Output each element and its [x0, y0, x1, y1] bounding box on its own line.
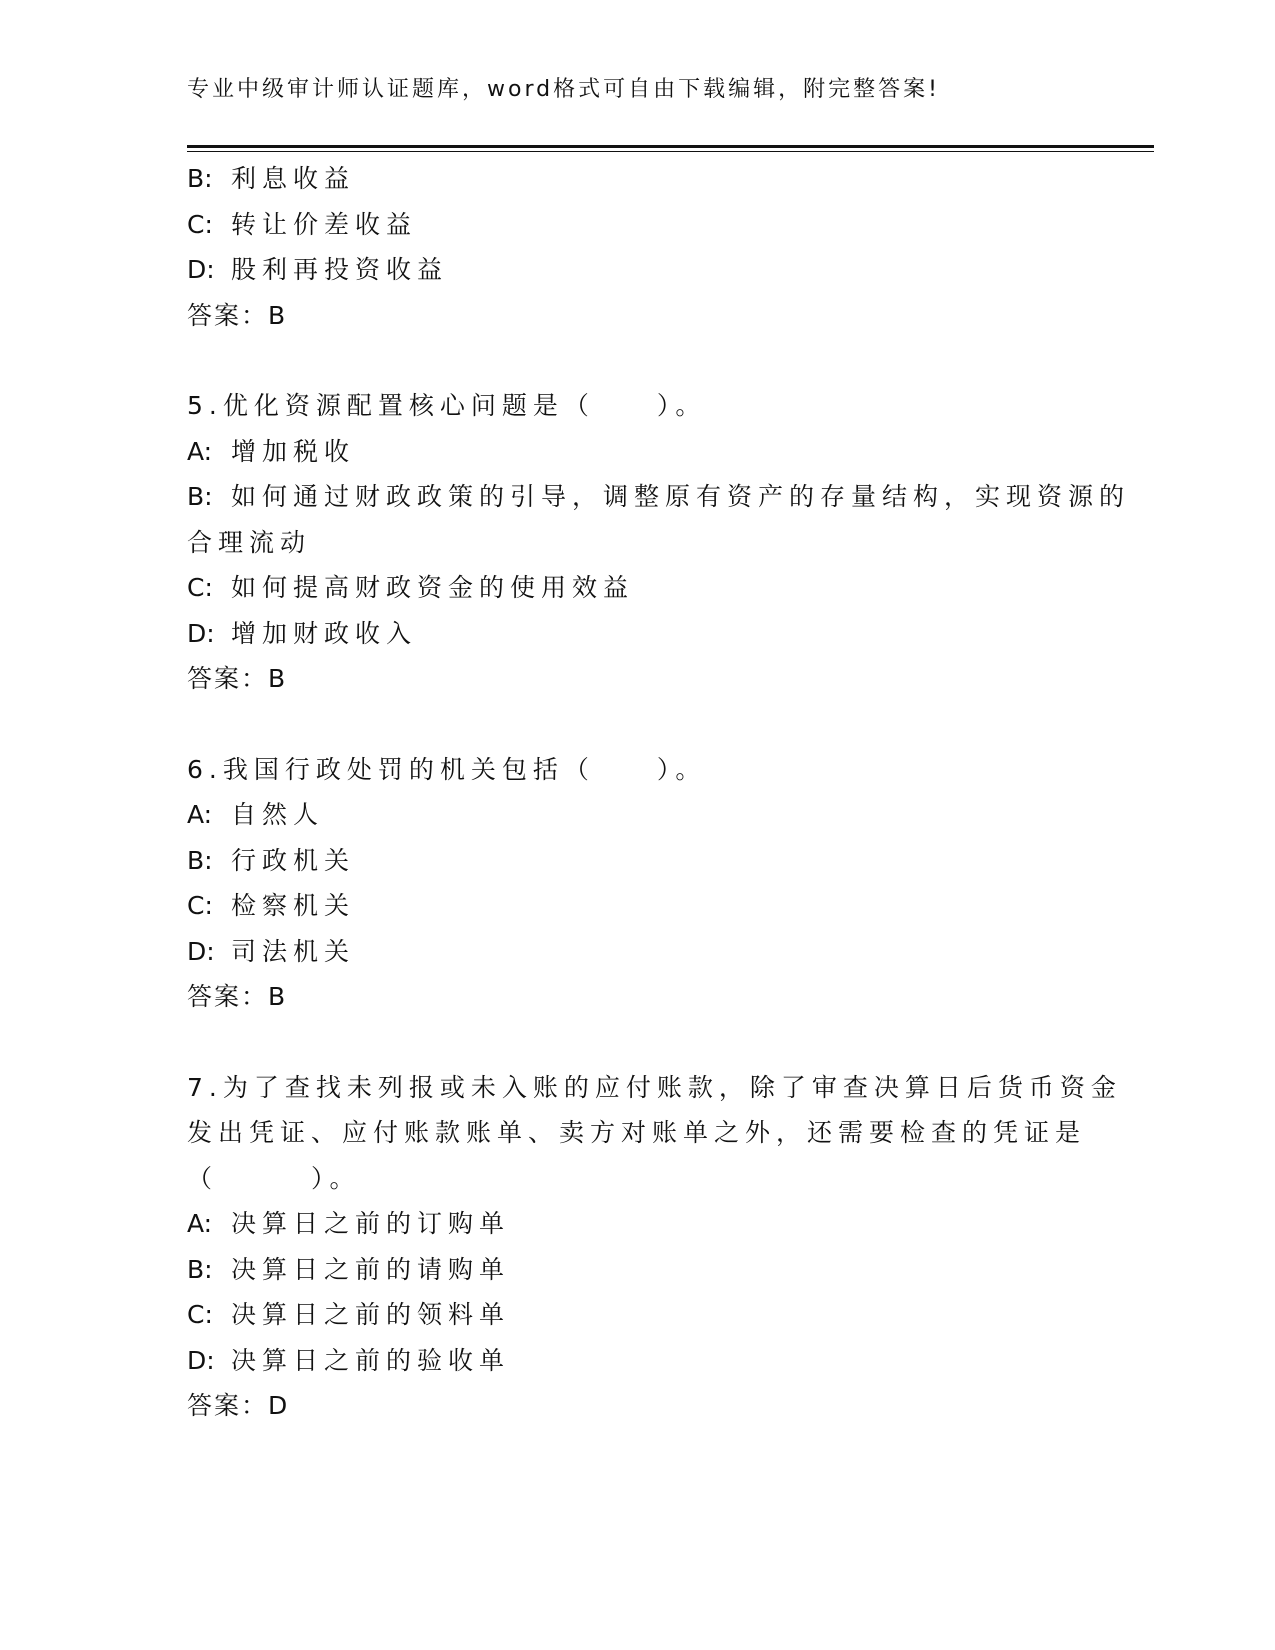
- answer: 答案：B: [187, 982, 288, 1011]
- option-a: A: 决算日之前的订购单: [187, 1209, 511, 1238]
- option-b: B: 决算日之前的请购单: [187, 1254, 511, 1284]
- question-4-tail: [187, 156, 1087, 338]
- option-b-continued: 合理流动: [187, 527, 312, 557]
- answer: 答案：B: [187, 664, 288, 693]
- question-content: [187, 156, 1131, 1429]
- page-header: 专业中级审计师认证题库，word格式可自由下载编辑，附完整答案!: [187, 77, 940, 102]
- option-d: D: 增加财政收入: [187, 618, 418, 648]
- question-stem-line-1: 7.为了查找未列报或未入账的应付账款，除了审查决算日后货币资金: [187, 1072, 1122, 1102]
- answer: 答案：D: [187, 1391, 290, 1420]
- question-7: [187, 1065, 1122, 1429]
- option-b: B: 行政机关: [187, 845, 356, 875]
- question-stem: 5.优化资源配置核心问题是（ ）。: [187, 391, 707, 420]
- header-rule-thick: [187, 145, 1154, 148]
- option-c: C: 如何提高财政资金的使用效益: [187, 573, 635, 602]
- option-a: A: 自然人: [187, 800, 325, 829]
- option-c: C: 检察机关: [187, 891, 356, 920]
- header-rule-thin: [187, 151, 1154, 152]
- question-stem: 6.我国行政处罚的机关包括（ ）。: [187, 754, 707, 784]
- question-stem-line-3: （ ）。: [187, 1163, 361, 1193]
- question-stem-line-2: 发出凭证、应付账款账单、卖方对账单之外，还需要检查的凭证是: [187, 1118, 1087, 1147]
- option-d: D: 决算日之前的验收单: [187, 1345, 511, 1375]
- option-b: B: 利息收益: [187, 164, 356, 193]
- option-d: D: 司法机关: [187, 936, 356, 966]
- question-6: [187, 747, 1087, 1020]
- answer: 答案：B: [187, 300, 288, 330]
- question-5: [187, 383, 1131, 702]
- option-a: A: 增加税收: [187, 436, 356, 466]
- option-c: C: 决算日之前的领料单: [187, 1300, 511, 1329]
- option-c: C: 转让价差收益: [187, 209, 418, 239]
- option-b: B: 如何通过财政政策的引导，调整原有资产的存量结构，实现资源的: [187, 482, 1131, 511]
- option-d: D: 股利再投资收益: [187, 255, 449, 284]
